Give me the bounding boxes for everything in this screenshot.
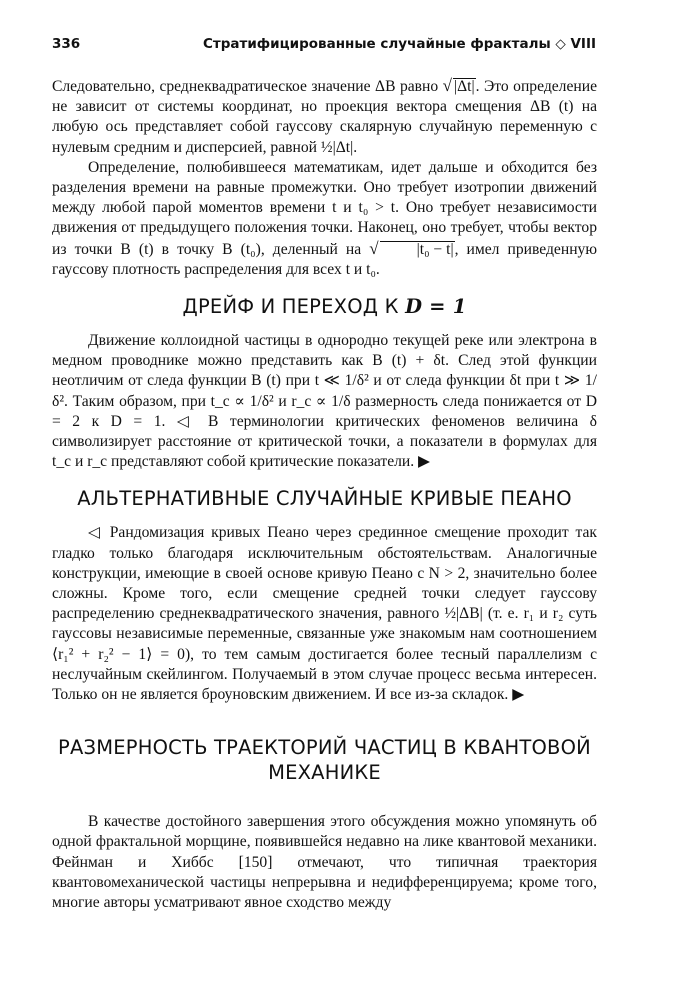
paragraph-text: Следовательно, среднеквадратическое значение ΔB равно	[52, 78, 439, 95]
section-heading-peano: АЛЬТЕРНАТИВНЫЕ СЛУЧАЙНЫЕ КРИВЫЕ ПЕАНО	[77, 487, 572, 511]
section-heading-drift	[52, 294, 597, 319]
sqrt-expression: |Δt|	[454, 78, 475, 95]
heading-math: D = 1	[405, 295, 467, 319]
heading-text: ДРЕЙФ И ПЕРЕХОД К	[182, 295, 399, 319]
heading-line-2: МЕХАНИКЕ	[268, 761, 381, 785]
heading-line-1: РАЗМЕРНОСТЬ ТРАЕКТОРИЙ ЧАСТИЦ В КВАНТОВОЙ	[58, 736, 591, 760]
sqrt-symbol: √	[442, 76, 452, 95]
page-body	[52, 76, 597, 913]
paragraph-text: . Это определение не зависит от системы координат, но проекция вектора смещения ΔB (t) на любую ось представляет собой гауссову скалярную случайную переменную с нулевым средним и дисперсией, равной ½|Δt|.	[52, 78, 597, 156]
sqrt-symbol: √	[369, 238, 379, 258]
paragraph-peano: ◁ Рандомизация кривых Пеано через срединное смещение проходит так гладко только благодаря исключительным обстоятельствам. Аналогичные конструкции, имеющие в своей основе кривую Пеано с N > 2, значительно более сложны. Кроме того, если смещение средней точки следует гауссову распределению среднеквадратического значения, равного ½|ΔB| (т. е. r₁ и r₂ суть гауссовы независимые переменные, связанные уже знакомым нам соотношением ⟨r₁² + r₂² − 1⟩ = 0), то тем самым достигается более тесный параллелизм с неслучайным скейлингом. Получаемый в этом случае процесс весьма интересен. Только он не является броуновским движением. И все из-за складок. ▶	[52, 524, 597, 704]
paragraph-quantum: В качестве достойного завершения этого обсуждения можно упомянуть об одной фрактальной морщине, появившейся недавно на лике квантовой механики. Фейнман и Хиббс [150] отмечают, что типичная траектория квантовомеханической частицы непрерывна и недифференцируема; кроме того, многие авторы усматривают явное сходство между	[52, 813, 597, 912]
paragraph-text: Определение, полюбившееся математикам, идет дальше и обходится без разделения времени на равные промежутки. Оно требует изотропии движений между любой парой моментов времени t и t₀ > t. Оно требует независимости движения от предыдущего положения точки. Наконец, оно требует, чтобы вектор из точки B (t) в точку B (t₀), деленный на	[52, 158, 597, 258]
sqrt-expression: |t₀ − t|	[380, 241, 455, 258]
running-header	[52, 36, 596, 58]
paragraph-rms-definition	[52, 76, 597, 158]
paragraph-drift: Движение коллоидной частицы в однородно текущей реке или электрона в медном проводнике можно представить как B (t) + δt. След этой функции неотличим от следа функции B (t) при t ≪ 1/δ² и от следа функции δt при t ≫ 1/δ². Таким образом, при t_c ∝ 1/δ² и r_c ∝ 1/δ размерность следа понижается от D = 2 к D = 1. ◁ В терминологии критических феноменов величина δ символизирует расстояние от критической точки, а показатели в формулах для t_c и r_c представляют собой критические показатели. ▶	[52, 332, 597, 471]
running-title: Стратифицированные случайные фракталы ◇ VIII	[203, 36, 596, 52]
page-number: 336	[52, 36, 81, 52]
paragraph-mathematical-definition	[52, 158, 597, 280]
paragraph-text: , имел приведенную гауссову плотность распределения для всех t и t₀.	[52, 240, 597, 278]
section-heading-quantum	[52, 735, 597, 785]
